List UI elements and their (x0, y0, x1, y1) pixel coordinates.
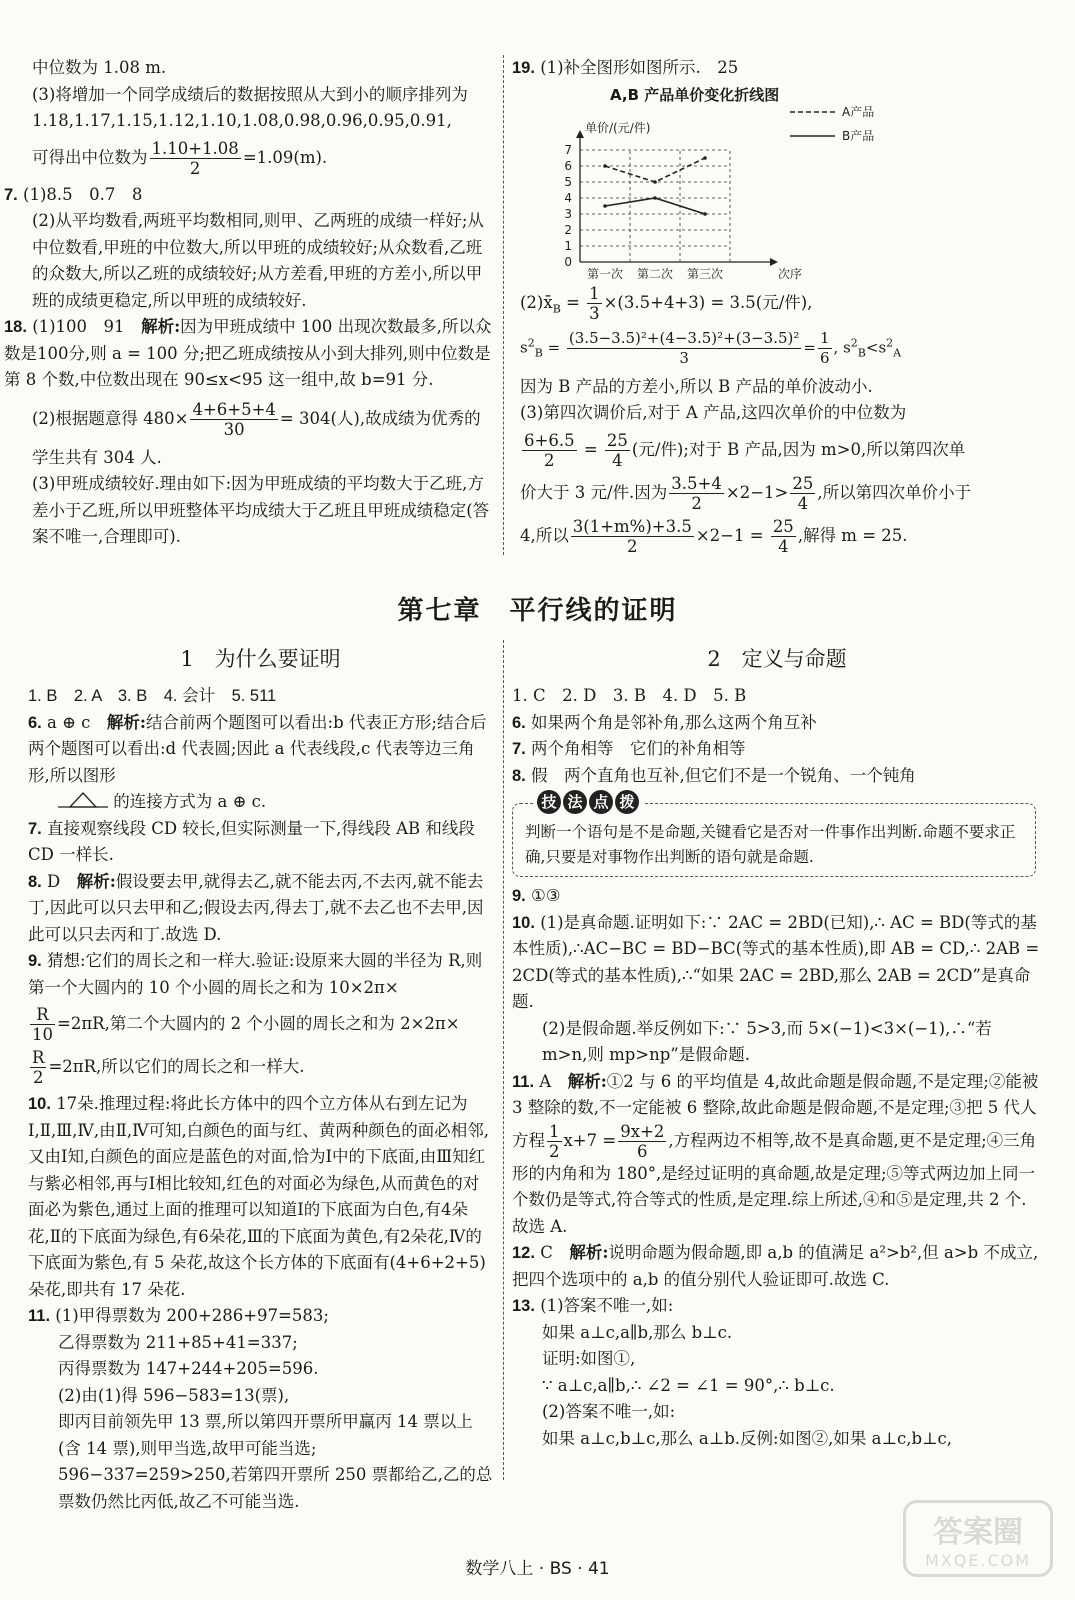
bl-q8: 8. D 解析:假设要去甲,就得去乙,就不能去丙,不去丙,就不能去丁,因此可以只去甲和乙;假设去丙,得去丁,就不去乙也不去甲,因此可以只去丙和丁.故选 D. (28, 871, 484, 944)
legend-label: B产品 (842, 128, 875, 143)
fraction: $\frac{4+6+5+4}{30}$ (192, 399, 276, 439)
bl-q11: 11. (1)甲得票数为 200+286+97=583; (28, 1306, 329, 1325)
data-point (653, 196, 657, 200)
tl-line-1: 中位数为 1.08 m. (32, 58, 167, 77)
y-axis-arrow (576, 130, 584, 138)
top-left-column (4, 55, 492, 551)
chapter-title: 第七章 平行线的证明 (397, 596, 678, 626)
column-divider-top (503, 55, 504, 555)
q17-head: 7. (1)8.5 0.7 8 (4, 184, 143, 204)
br-q7: 7. 两个角相等 它们的补角相等 (512, 739, 746, 758)
data-point (703, 212, 707, 216)
bl-q9-c: $\frac{R}{2}$ =2πR,所以它们的周长之和一样大. (32, 1048, 305, 1087)
q19-4: (3)第四次调价后,对于 A 产品,这四次单价的中位数为 (520, 403, 907, 422)
br-q8: 8. 假 两个直角也互补,但它们不是一个锐角、一个钝角 (512, 765, 916, 785)
y-tick-label: 4 (564, 190, 572, 205)
section-1-title: 1 为什么要证明 (180, 647, 341, 671)
bl-q9-b: $\frac{R}{10}$ =2πR,第二个大圆内的 2 个小圆的周长之和为 2×2π× (32, 1005, 460, 1044)
q17-text: (2)从平均数看,两班平均数相同,则甲、乙两班的成绩一样好;从中位数看,甲班的中位数大,所以甲班的成绩较好;从众数看,乙班的众数大,所以乙班的成绩较好;从方差看,甲班的方差小,所以甲班的成绩更稳定,所以甲班的成绩较好. (32, 211, 484, 310)
br-q13-l6: 如果 a⊥c,b⊥c,那么 a⊥b.反例:如图②,如果 a⊥c,b⊥c, (542, 1428, 953, 1448)
y-tick-label: 1 (564, 238, 572, 253)
x-axis-arrow (770, 258, 778, 266)
q19-head: 19. (1)补全图形如图所示. 25 (512, 58, 739, 77)
bl-q10: 10. 17朵.推理过程:将此长方体中的四个立方体从右到左记为 Ⅰ,Ⅱ,Ⅲ,Ⅳ,由Ⅱ,Ⅳ可知,白颜色的面与红、黄两种颜色的面必相邻,又由Ⅰ知,白颜色的面应是蓝色的对面,恰为Ⅰ中的下底面,由Ⅲ知红与紫必相邻,再与Ⅰ相比较知,红色的对面必为绿色,从而黄色的对面必为紫色,通过上面的推理可以知道Ⅰ的下底面为白色,有4朵花,Ⅱ的下底面为绿色,有6朵花,Ⅲ的下底面为黄色,有2朵花,Ⅳ的下底面为紫色,有 5 朵花,故这个长方体的下底面有(4+6+2+5)朵花,即共有 17 朵花. (28, 1094, 490, 1299)
data-point (653, 180, 657, 184)
tl-line-2: (3)将增加一个同学成绩后的数据按照从大到小的顺序排列为1.18,1.17,1.15,1.12,1.10,1.08,0.98,0.96,0.95,0.91, (32, 84, 468, 130)
br-q13-l5: (2)答案不唯一,如: (542, 1402, 676, 1421)
x-tick-label: 第二次 (636, 266, 674, 281)
x-tick-label: 第三次 (686, 266, 724, 281)
legend-label: A产品 (842, 104, 875, 119)
br-q6: 6. 如果两个角是邻补角,那么这两个角互补 (512, 712, 817, 732)
br-q13-l3: 证明:如图①, (542, 1349, 636, 1368)
bl-q6-c: 的连接方式为 a ⊕ c. (28, 789, 493, 816)
br-q12: 12. C 解析:说明命题为假命题,即 a,b 的值满足 a²>b²,但 a>b 不成立,把四个选项中的 a,b 的值分别代人验证即可.故选 C. (512, 1243, 1039, 1289)
bl-q11-l4: (2)由(1)得 596−583=13(票), (58, 1385, 290, 1405)
bl-q11-l5: 即丙目前领先甲 13 票,所以第四开票所甲赢丙 14 票以上(含 14 票),则甲当选,故甲可能当选; (58, 1412, 473, 1458)
line-chart (540, 82, 940, 282)
page-footer: 数学八上 · BS · 41 (465, 1559, 610, 1579)
section-2-title: 2 定义与命题 (707, 647, 847, 671)
y-tick-label: 7 (564, 142, 572, 157)
br-q11: 11. A 解析:①2 与 6 的平均值是 4,故此命题是假命题,不是定理;②能被 3 整除的数,不一定能被 6 整除,故此命题是假命题,不是定理;③把 5 代人方程 $\frac{1}{2}$ x+7 = $\frac{9x+2}{6}$ ,方程两边不相等,故不是真命题,更不是定理;④三角形的内角和为 180°,是经过证明的真命题,故是定理;⑤等式两边加上同一个数仍是等式,符合等式的性质,是定理.综上所述,④和⑤是定理,共 2 个.故选 A. (512, 1071, 1039, 1236)
bl-q11-l3: 丙得票数为 147+244+205=596. (58, 1359, 319, 1378)
br-q13-l4: ∵ a⊥c,a∥b,∴ ∠2 = ∠1 = 90°,∴ b⊥c. (542, 1375, 835, 1395)
q19-7: 4,所以 $\frac{3(1+m\%)+3.5}{2}$ ×2−1 = $\frac{25}{4}$ ,解得 m = 25. (520, 516, 908, 556)
series-line-b (605, 198, 705, 214)
chart-title: A,B 产品单价变化折线图 (610, 85, 780, 104)
y-axis-label: 单价/(元/件) (585, 120, 651, 135)
q19-5: $\frac{6+6.5}{2}$ = $\frac{25}{4}$ (元/件);对于 B 产品,因为 m>0,所以第四次单 (524, 430, 966, 470)
top-right-column (512, 55, 1040, 560)
bl-q11-l6: 596−337=259>250,若第四开票所 250 票都给乙,乙的总票数仍然比丙低,故乙不可能当选. (58, 1465, 493, 1511)
column-divider-bottom (503, 640, 504, 1480)
bl-q9: 9. 猜想:它们的周长之和一样大.验证:设原来大圆的半径为 R,则第一个大圆内的 10 个小圆的周长之和为 10×2π× (28, 951, 483, 997)
br-q10-b: (2)是假命题.举反例如下:∵ 5>3,而 5×(−1)<3×(−1),∴“若 m>n,则 mp>np”是假命题. (542, 1018, 992, 1064)
bottom-left-column (28, 683, 493, 1515)
bl-answers-1-5: 1. B 2. A 3. B 4. 会计 5. 511 (28, 687, 277, 705)
y-tick-label: 0 (564, 254, 572, 269)
bl-q11-l2: 乙得票数为 211+85+41=337; (58, 1332, 298, 1352)
tip-box (512, 793, 1036, 877)
q19-3: 因为 B 产品的方差小,所以 B 产品的单价波动小. (520, 376, 873, 396)
br-answers-1-5: 1. C 2. D 3. B 4. D 5. B (512, 686, 747, 705)
q19-6: 价大于 3 元/件.因为 $\frac{3.5+4}{2}$ ×2−1> $\frac{25}{4}$ ,所以第四次单价小于 (520, 473, 972, 513)
data-point (603, 164, 607, 168)
y-tick-label: 3 (564, 206, 572, 221)
q19-var: $s^2_B$ = $\frac{\text{(3.5−3.5)²+(4−3.5)²+(3−3.5)²}}{3}$ = $\frac{1}{6}$ , $s^2_B<s^2_A$ (520, 328, 902, 367)
bottom-right-column (512, 683, 1042, 1452)
y-tick-label: 5 (564, 174, 572, 189)
q18-2: (2)根据题意得 480× $\frac{4+6+5+4}{30}$ = 304(人),故成绩为优秀的 (32, 399, 481, 439)
q19-2: $(2)x̄_B$ = $\frac{1}{3}$ ×(3.5+4+3) = 3.5(元/件), (520, 283, 813, 323)
tl-line-3: 可得出中位数为 $\frac{1.10+1.08}{2}$ =1.09(m). (32, 138, 328, 178)
fraction: $\frac{1.10+1.08}{2}$ (151, 138, 239, 178)
bl-q6: 6. a ⊕ c 解析:结合前两个题图可以看出:b 代表正方形;结合后两个题图可以看出:d 代表圆;因此 a 代表线段,c 代表等边三角形,所以图形 (28, 712, 487, 785)
data-point (703, 156, 707, 160)
tip-badge: 技 法 点 拨 (533, 790, 643, 814)
q18-head: 18. (1)100 91 解析:因为甲班成绩中 100 出现次数最多,所以众数是100分,则 a = 100 分;把乙班成绩按从小到大排列,则中位数是第 8 个数,中位数出现在 90≤x<95 这一组中,故 b=91 分. (4, 317, 492, 389)
data-point (603, 204, 607, 208)
y-tick-label: 2 (564, 222, 572, 237)
q18-2b: 学生共有 304 人. (32, 447, 162, 467)
triangle-with-line-figure (58, 791, 108, 815)
q18-3: (3)甲班成绩较好.理由如下:因为甲班成绩的平均数大于乙班,方差小于乙班,所以甲班整体平均成绩大于乙班且甲班成绩稳定(答案不唯一,合理即可). (32, 474, 490, 546)
x-tick-label: 第一次 (586, 266, 624, 281)
tip-text: 判断一个语句是不是命题,关键看它是否对一件事作出判断.命题不要求正确,只要是对事物作出判断的语句就是命题. (525, 823, 1016, 866)
series-line-a (605, 158, 705, 182)
br-q13-l2: 如果 a⊥c,a∥b,那么 b⊥c. (542, 1322, 733, 1342)
br-q10: 10. (1)是真命题.证明如下:∵ 2AC = 2BD(已知),∴ AC = BD(等式的基本性质),∴AC−BC = BD−BC(等式的基本性质),即 AB = CD,∴ 2AB = 2CD(等式的基本性质),∴“如果 2AC = 2BD,那么 2AB = 2CD”是真命题. (512, 912, 1040, 1011)
watermark-logo: 答案圈 MXQE.COM (903, 1500, 1053, 1590)
bl-q7: 7. 直接观察线段 CD 较长,但实际测量一下,得线段 AB 和线段 CD 一样长. (28, 818, 475, 864)
x-axis-label: 次序 (777, 266, 803, 281)
y-tick-label: 6 (564, 158, 572, 173)
br-q13: 13. (1)答案不唯一,如: (512, 1296, 674, 1315)
br-q9: 9. ①③ (512, 886, 561, 905)
chart-svg (540, 82, 940, 282)
